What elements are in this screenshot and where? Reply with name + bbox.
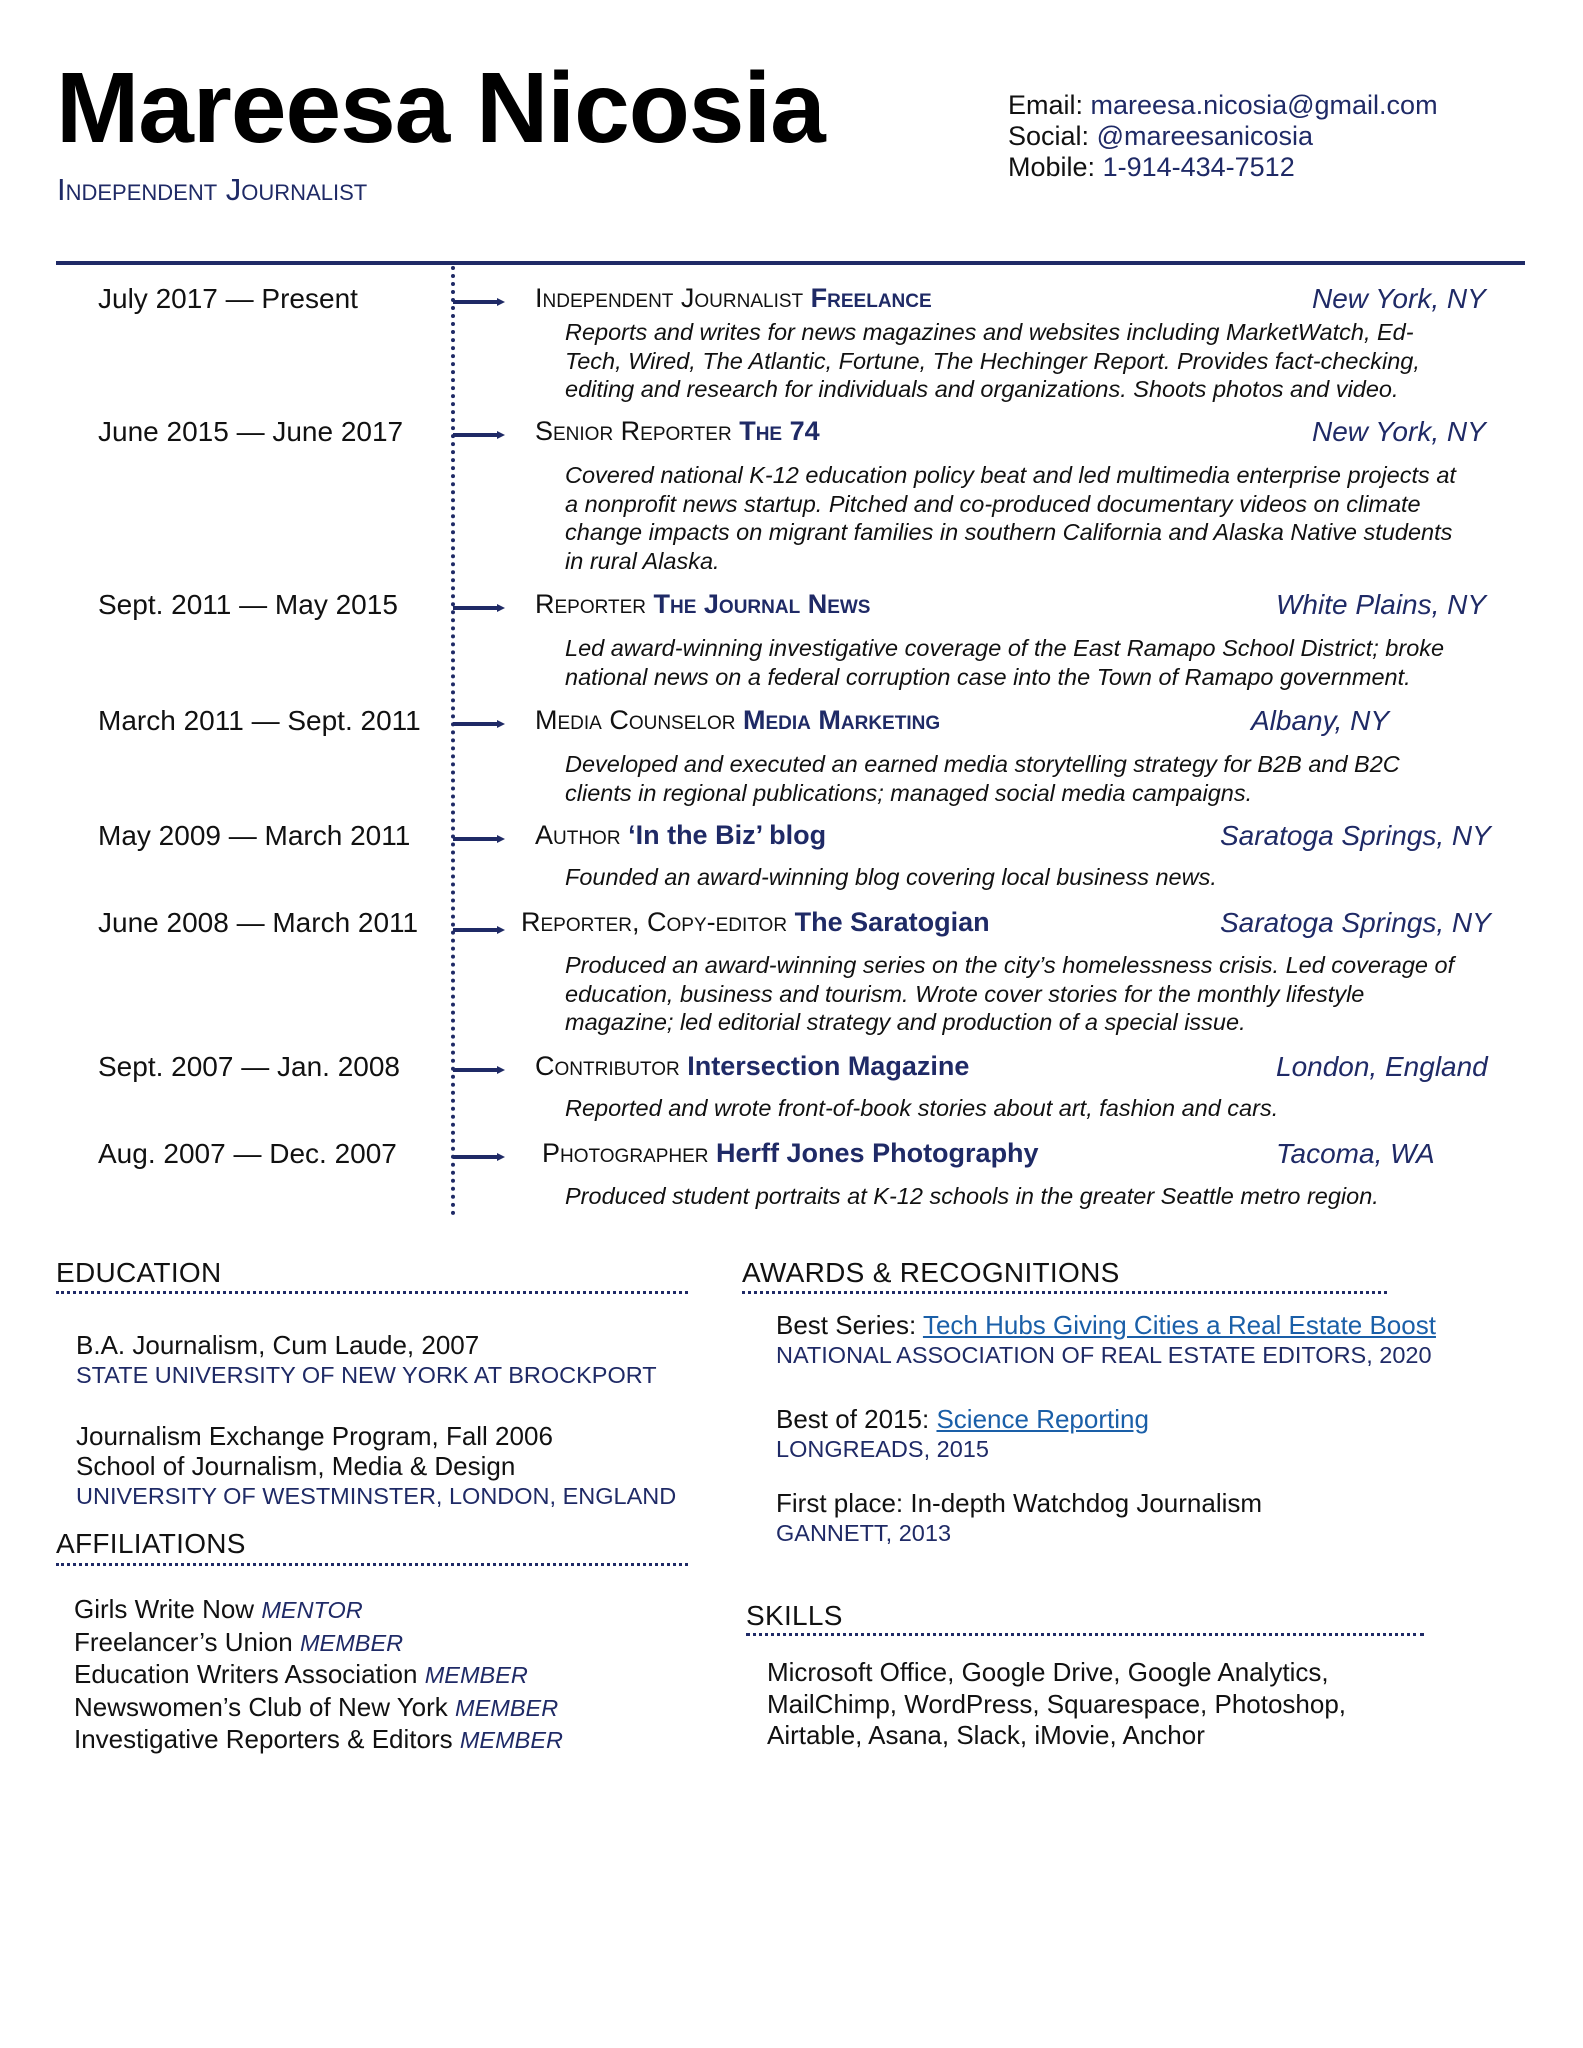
job-title xyxy=(535,416,820,447)
skills-divider xyxy=(746,1633,1424,1636)
award-prefix: Best Series: xyxy=(776,1310,917,1340)
affiliation-item xyxy=(74,1627,563,1660)
affiliation-org: Newswomen’s Club of New York xyxy=(74,1691,448,1722)
job-role: Senior Reporter xyxy=(535,416,732,446)
job-org: The Journal News xyxy=(653,589,871,619)
job-description-line: editing and research for individuals and organizations. Shoots photos and video. xyxy=(565,376,1399,402)
affiliation-role: MENTOR xyxy=(261,1597,363,1623)
job-description xyxy=(565,750,1510,807)
job-description-line: in rural Alaska. xyxy=(565,547,720,574)
award-org: NATIONAL ASSOCIATION OF REAL ESTATE EDITORS, 2020 xyxy=(776,1342,1432,1368)
affiliations-list xyxy=(74,1594,563,1757)
job-title xyxy=(535,1051,969,1082)
degree-line: School of Journalism, Media & Design xyxy=(76,1451,516,1481)
job-dates: May 2009 — March 2011 xyxy=(98,820,411,851)
affiliation-org: Girls Write Now xyxy=(74,1594,255,1624)
job-role: Reporter xyxy=(535,589,647,619)
social-value[interactable]: @mareesanicosia xyxy=(1096,121,1314,151)
job-description-line: Reports and writes for news magazines and websites including MarketWatch, Ed- xyxy=(565,319,1414,345)
social-label: Social: xyxy=(1008,121,1090,151)
affiliations-divider xyxy=(56,1563,688,1566)
affiliation-role: MEMBER xyxy=(299,1629,404,1656)
job-description-line: magazine; led editorial strategy and production of a special issue. xyxy=(565,1009,1246,1035)
award-item xyxy=(776,1488,1262,1548)
award-title-line xyxy=(776,1310,1436,1340)
job-location: New York, NY xyxy=(1312,283,1486,314)
job-description-line: Founded an award-winning blog covering local business news. xyxy=(565,864,1217,890)
mobile-label: Mobile: xyxy=(1008,152,1096,182)
job-title xyxy=(535,705,940,736)
job-description-line: change impacts on migrant families in southern California and Alaska Native students xyxy=(565,519,1453,545)
award-item xyxy=(776,1404,1149,1464)
contact-block xyxy=(1008,90,1438,183)
job-dates: Sept. 2007 — Jan. 2008 xyxy=(98,1051,400,1082)
job-description xyxy=(565,951,1510,1037)
job-description xyxy=(565,461,1510,575)
affiliation-role: MEMBER xyxy=(455,1694,559,1721)
affiliation-org: Freelancer’s Union xyxy=(74,1626,293,1657)
job-org: Freelance xyxy=(810,283,932,313)
contact-email-row xyxy=(1008,90,1438,121)
job-description-line: Reported and wrote front-of-book stories about art, fashion and cars. xyxy=(565,1095,1279,1121)
job-role: Photographer xyxy=(542,1138,709,1168)
award-prefix: First place: In-depth Watchdog Journalism xyxy=(776,1488,1263,1518)
education-divider xyxy=(56,1291,688,1294)
job-description xyxy=(565,634,1510,691)
affiliation-item xyxy=(74,1724,563,1757)
job-description xyxy=(565,1094,1510,1123)
affiliations-heading: AFFILIATIONS xyxy=(56,1528,246,1559)
affiliation-item xyxy=(74,1692,563,1725)
job-dates: June 2008 — March 2011 xyxy=(98,907,419,938)
job-org: The 74 xyxy=(739,416,820,446)
job-description-line: Tech, Wired, The Atlantic, Fortune, The Hechinger Report. Provides fact-checking, xyxy=(565,347,1420,374)
degree-line: Journalism Exchange Program, Fall 2006 xyxy=(76,1421,553,1451)
job-description xyxy=(565,863,1510,892)
job-org: ‘In the Biz’ blog xyxy=(628,820,827,850)
job-title xyxy=(535,589,870,620)
affiliation-role: MEMBER xyxy=(424,1662,528,1688)
education-heading: EDUCATION xyxy=(56,1257,222,1288)
mobile-value[interactable]: 1-914-434-7512 xyxy=(1102,152,1295,182)
job-description xyxy=(565,1182,1510,1211)
degree-line: B.A. Journalism, Cum Laude, 2007 xyxy=(76,1330,480,1360)
job-dates: Aug. 2007 — Dec. 2007 xyxy=(98,1138,397,1169)
job-description-line: Covered national K-12 education policy beat and led multimedia enterprise projects at xyxy=(565,462,1456,488)
awards-divider xyxy=(742,1291,1387,1294)
affiliation-item xyxy=(74,1594,563,1627)
institution-name: STATE UNIVERSITY OF NEW YORK AT BROCKPORT xyxy=(76,1362,657,1388)
job-description-line: national news on a federal corruption case into the Town of Ramapo government. xyxy=(565,663,1411,690)
job-dates: March 2011 — Sept. 2011 xyxy=(98,705,421,736)
affiliation-role: MEMBER xyxy=(459,1727,564,1753)
job-org: The Saratogian xyxy=(794,907,990,937)
award-title-line xyxy=(776,1488,1262,1518)
timeline-arrow-icon xyxy=(453,834,505,844)
candidate-name: Mareesa Nicosia xyxy=(56,52,825,164)
job-location: White Plains, NY xyxy=(1276,589,1487,620)
timeline-arrow-icon xyxy=(453,1152,505,1162)
award-item xyxy=(776,1310,1436,1370)
job-description-line: Produced student portraits at K-12 schools in the greater Seattle metro region. xyxy=(565,1183,1379,1209)
timeline-arrow-icon xyxy=(453,603,505,613)
header-divider xyxy=(56,261,1525,265)
skills-line: Microsoft Office, Google Drive, Google Analytics, xyxy=(767,1657,1329,1687)
job-description-line: education, business and tourism. Wrote cover stories for the monthly lifestyle xyxy=(565,980,1365,1007)
contact-social-row xyxy=(1008,121,1438,152)
award-org: LONGREADS, 2015 xyxy=(776,1436,989,1462)
job-title xyxy=(535,820,826,851)
candidate-title: Independent Journalist xyxy=(57,172,368,207)
job-role: Media Counselor xyxy=(535,705,736,735)
job-org: Media Marketing xyxy=(743,705,941,735)
job-org: Herff Jones Photography xyxy=(716,1138,1039,1168)
job-role: Reporter, Copy-editor xyxy=(521,907,788,937)
institution-name: UNIVERSITY OF WESTMINSTER, LONDON, ENGLAND xyxy=(76,1483,677,1509)
contact-mobile-row xyxy=(1008,152,1438,183)
job-location: Saratoga Springs, NY xyxy=(1220,907,1491,938)
awards-heading: AWARDS & RECOGNITIONS xyxy=(742,1257,1120,1288)
job-dates: Sept. 2011 — May 2015 xyxy=(98,589,398,620)
job-title xyxy=(535,283,932,314)
skills-line: Airtable, Asana, Slack, iMovie, Anchor xyxy=(767,1720,1205,1750)
job-description-line: clients in regional publications; managed social media campaigns. xyxy=(565,779,1253,806)
email-value[interactable]: mareesa.nicosia@gmail.com xyxy=(1090,90,1438,120)
award-org: GANNETT, 2013 xyxy=(776,1520,952,1546)
email-label: Email: xyxy=(1008,90,1084,120)
award-link[interactable]: Tech Hubs Giving Cities a Real Estate Boost xyxy=(922,1310,1436,1340)
affiliation-item xyxy=(74,1659,563,1692)
job-dates: July 2017 — Present xyxy=(98,283,358,314)
skills-line: MailChimp, WordPress, Squarespace, Photoshop, xyxy=(767,1688,1347,1719)
job-org: Intersection Magazine xyxy=(687,1051,970,1081)
affiliation-org: Education Writers Association xyxy=(74,1659,418,1689)
job-description-line: Produced an award-winning series on the city’s homelessness crisis. Led coverage of xyxy=(565,952,1455,978)
job-location: New York, NY xyxy=(1312,416,1486,447)
job-role: Contributor xyxy=(535,1051,680,1081)
job-location: Tacoma, WA xyxy=(1276,1138,1435,1169)
timeline-arrow-icon xyxy=(453,925,505,935)
education-item xyxy=(76,1421,676,1511)
job-dates: June 2015 — June 2017 xyxy=(98,416,404,447)
timeline-arrow-icon xyxy=(453,430,505,440)
skills-list xyxy=(767,1657,1467,1752)
job-role: Author xyxy=(535,820,621,850)
award-prefix: Best of 2015: xyxy=(776,1404,930,1434)
timeline-arrow-icon xyxy=(453,719,505,729)
job-location: Albany, NY xyxy=(1251,705,1389,736)
award-link[interactable]: Science Reporting xyxy=(936,1404,1149,1434)
job-title xyxy=(542,1138,1039,1169)
timeline-arrow-icon xyxy=(453,297,505,307)
education-item xyxy=(76,1330,657,1390)
job-description-line: Developed and executed an earned media storytelling strategy for B2B and B2C xyxy=(565,751,1400,777)
skills-heading: SKILLS xyxy=(746,1600,843,1631)
affiliation-org: Investigative Reporters & Editors xyxy=(74,1724,453,1754)
job-title xyxy=(521,907,990,938)
job-description-line: Led award-winning investigative coverage of the East Ramapo School District; broke xyxy=(565,635,1445,661)
award-title-line xyxy=(776,1404,1149,1434)
timeline-arrow-icon xyxy=(453,1065,505,1075)
job-role: Independent Journalist xyxy=(535,283,804,313)
job-location: Saratoga Springs, NY xyxy=(1220,820,1491,851)
job-description xyxy=(565,318,1510,404)
job-description-line: a nonprofit news startup. Pitched and co-produced documentary videos on climate xyxy=(565,490,1421,517)
job-location: London, England xyxy=(1276,1051,1488,1082)
